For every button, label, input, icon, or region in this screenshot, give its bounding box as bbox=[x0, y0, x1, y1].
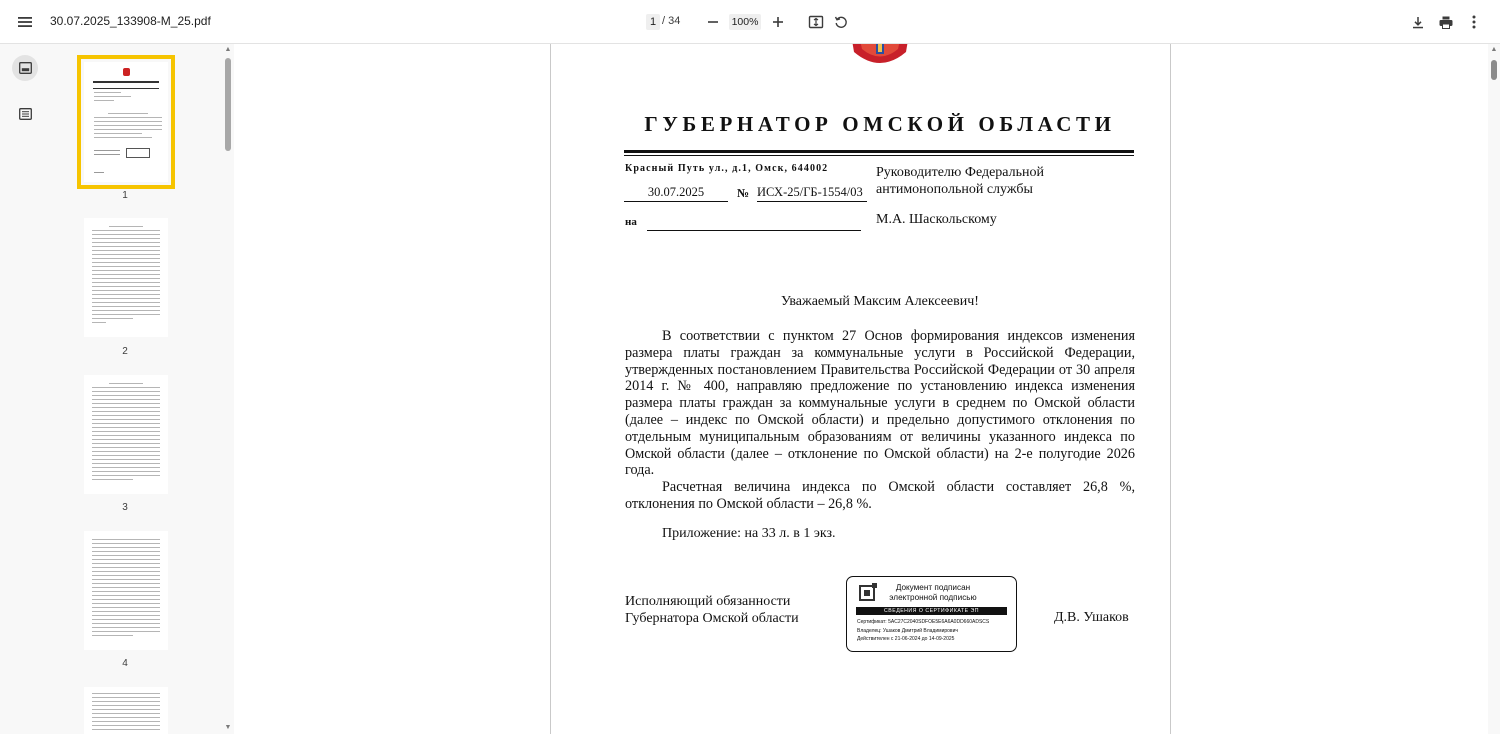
fit-to-page-icon bbox=[808, 15, 824, 29]
signer-line-2: Губернатора Омской области bbox=[625, 611, 799, 626]
thumbnail-signer bbox=[94, 150, 120, 151]
more-options-button[interactable] bbox=[1462, 10, 1486, 34]
image-icon bbox=[19, 62, 32, 74]
signer-line-1: Исполняющий обязанности bbox=[625, 594, 791, 609]
download-button[interactable] bbox=[1406, 10, 1430, 34]
thumbnail-text bbox=[92, 383, 160, 483]
print-button[interactable] bbox=[1434, 10, 1458, 34]
thumbnail-rule bbox=[93, 88, 159, 89]
zoom-input[interactable]: 100% bbox=[729, 14, 761, 30]
reference-label: на bbox=[625, 216, 637, 228]
toolbar-divider bbox=[795, 14, 796, 30]
appendix-note: Приложение: на 33 л. в 1 экз. bbox=[662, 526, 836, 541]
addressee-title bbox=[876, 164, 1044, 198]
more-vert-icon bbox=[1472, 15, 1476, 29]
thumbnail-page-5[interactable] bbox=[84, 687, 168, 734]
thumbnail-page-2[interactable] bbox=[84, 218, 168, 337]
pdf-page bbox=[550, 44, 1171, 734]
coat-of-arms-icon bbox=[850, 44, 910, 66]
minus-icon bbox=[707, 16, 719, 28]
scroll-up-icon[interactable]: ▲ bbox=[224, 46, 232, 53]
list-icon bbox=[19, 108, 32, 120]
addressee-name: М.А. Шаскольскому bbox=[876, 212, 997, 227]
thumbnail-stamp bbox=[126, 148, 150, 158]
page-total: / 34 bbox=[662, 15, 681, 27]
addressee-line-2: антимонопольной службы bbox=[876, 182, 1033, 197]
zoom-in-button[interactable] bbox=[766, 10, 790, 34]
plus-icon bbox=[772, 16, 784, 28]
thumbnail-emblem bbox=[123, 68, 130, 76]
print-icon bbox=[1439, 16, 1453, 29]
letter-date: 30.07.2025 bbox=[624, 185, 728, 202]
document-scrollbar[interactable] bbox=[1488, 44, 1500, 734]
thumbnail-text bbox=[94, 92, 162, 146]
stamp-certificate: Сертификат: 5AC27C2040SDFOE5E6A6A0DD660ADSCS bbox=[857, 619, 990, 625]
reference-line bbox=[647, 230, 861, 231]
number-label: № bbox=[737, 186, 750, 200]
scroll-up-icon[interactable]: ▲ bbox=[1490, 46, 1498, 53]
thumbnail-label: 3 bbox=[122, 502, 128, 513]
thumbnail-text bbox=[92, 226, 160, 326]
body-paragraph-2: Расчетная величина индекса по Омской области составляет 26,8 %, отклонения по Омской области – 26,8 %. bbox=[625, 479, 1135, 512]
stamp-title-line-1: Документ подписан bbox=[895, 583, 971, 592]
thumbnail-label: 4 bbox=[122, 658, 128, 669]
header-rule-thick bbox=[624, 150, 1134, 153]
thumbnail-page-1[interactable] bbox=[84, 62, 168, 182]
thumbnail-page-4[interactable] bbox=[84, 531, 168, 650]
file-title: 30.07.2025_133908-M_25.pdf bbox=[50, 14, 211, 28]
sidebar-scrollbar[interactable] bbox=[222, 44, 234, 734]
document-viewer[interactable] bbox=[234, 44, 1488, 734]
thumbnail-sidebar bbox=[0, 44, 234, 734]
signature-qr-icon bbox=[859, 583, 877, 601]
thumbnail-text bbox=[92, 693, 160, 733]
thumbnail-page-3[interactable] bbox=[84, 375, 168, 494]
rotate-button[interactable] bbox=[829, 10, 853, 34]
stamp-validity: Действителен с 21-06-2024 до 14-09-2025 bbox=[857, 636, 955, 642]
sidebar-scroll-thumb[interactable] bbox=[225, 58, 231, 151]
menu-icon[interactable] bbox=[13, 10, 37, 34]
header-rule-thin bbox=[624, 155, 1134, 156]
sender-address: Красный Путь ул., д.1, Омск, 644002 bbox=[625, 163, 829, 174]
rotate-icon bbox=[834, 15, 848, 29]
signer-name: Д.В. Ушаков bbox=[1054, 610, 1129, 625]
stamp-title bbox=[885, 583, 981, 603]
thumbnail-list bbox=[50, 44, 222, 734]
document-scroll-thumb[interactable] bbox=[1491, 60, 1497, 80]
thumbnail-signer-2 bbox=[94, 154, 120, 155]
toolbar bbox=[0, 0, 1500, 44]
e-signature-stamp bbox=[846, 576, 1017, 652]
body-paragraph-1: В соответствии с пунктом 27 Основ формирования индексов изменения размера платы граждан за коммунальные услуги в Российской Федерации, утвержденных постановлением Правительства Российской Федерации от 30 апреля 2014 г. № 400, направляю предложение по установлению индекса изменения размера платы граждан за коммунальные услуги в среднем по Омской области (далее – индекс по Омской области) и предельно допустимого отклонения по отдельным муниципальным образованиям от величины указанного индекса по Омской области (далее – отклонение по Омской области) на 2-е полугодие 2026 года. bbox=[625, 328, 1135, 479]
download-icon bbox=[1412, 16, 1424, 29]
letter-number: ИСХ-25/ГБ-1554/03 bbox=[757, 185, 867, 202]
zoom-out-button[interactable] bbox=[701, 10, 725, 34]
scroll-down-icon[interactable]: ▼ bbox=[224, 724, 232, 731]
thumbnails-view-button[interactable] bbox=[12, 55, 38, 81]
sidebar-rail bbox=[0, 44, 50, 734]
addressee-line-1: Руководителю Федеральной bbox=[876, 165, 1044, 180]
stamp-title-line-2: электронной подписью bbox=[889, 593, 977, 602]
salutation: Уважаемый Максим Алексеевич! bbox=[781, 294, 979, 309]
thumbnail-heading bbox=[93, 81, 159, 83]
thumbnail-footer bbox=[94, 172, 104, 173]
signer-position bbox=[625, 593, 799, 627]
outline-view-button[interactable] bbox=[12, 101, 38, 127]
fit-to-page-button[interactable] bbox=[804, 10, 828, 34]
stamp-certificate-header: СВЕДЕНИЯ О СЕРТИФИКАТЕ ЭП bbox=[856, 607, 1007, 615]
stamp-owner: Владелец: Ушаков Дмитрий Владимирович bbox=[857, 628, 958, 634]
page-number-input[interactable]: 1 bbox=[646, 14, 660, 30]
document-header: ГУБЕРНАТОР ОМСКОЙ ОБЛАСТИ bbox=[644, 112, 1116, 136]
thumbnail-label: 1 bbox=[122, 190, 128, 201]
thumbnail-label: 2 bbox=[122, 346, 128, 357]
thumbnail-text bbox=[92, 539, 160, 639]
